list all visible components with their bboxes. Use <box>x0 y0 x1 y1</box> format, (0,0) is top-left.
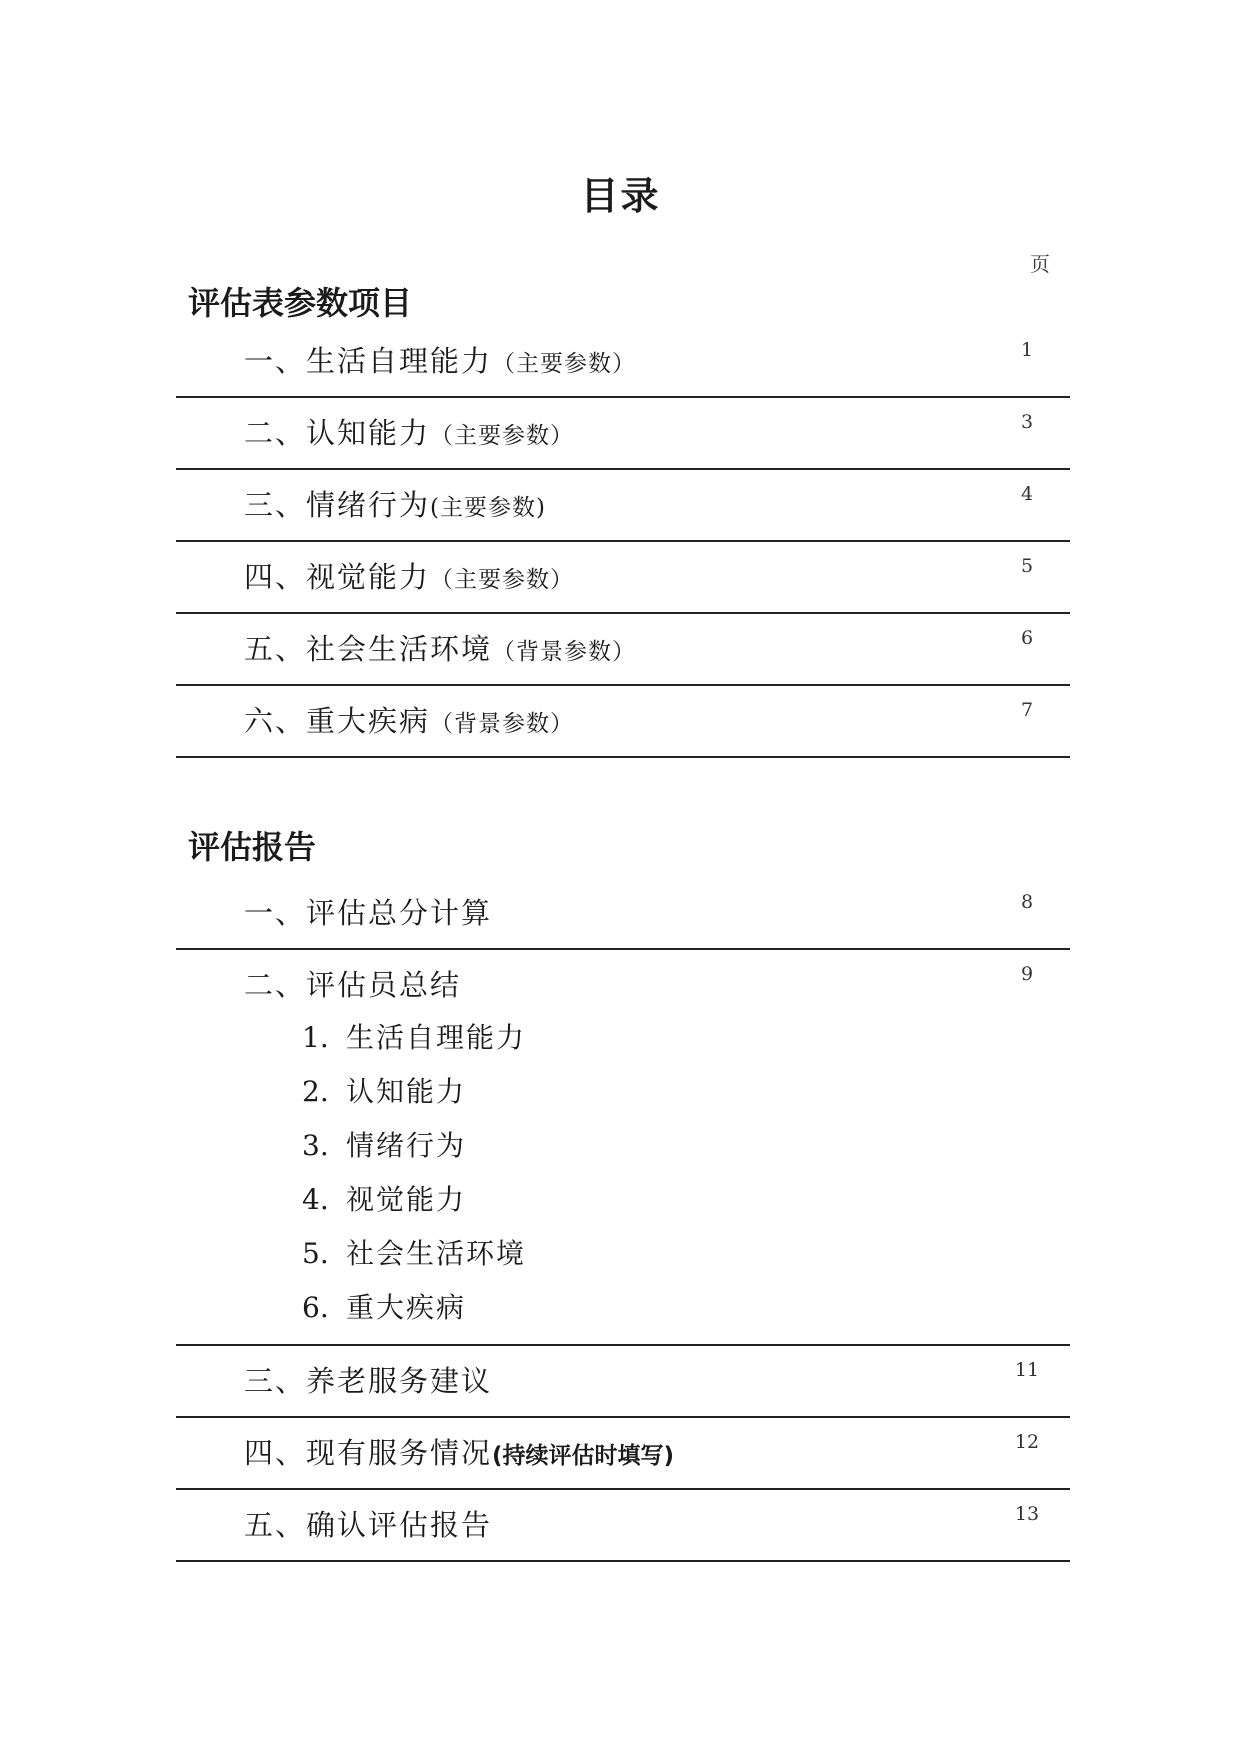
toc-subitem[interactable]: 3. 情绪行为 <box>302 1129 467 1162</box>
toc-row-note: （背景参数） <box>430 711 575 737</box>
toc-row[interactable] <box>176 1490 1070 1562</box>
page-title: 目录 <box>580 174 661 218</box>
toc-row-note: （主要参数） <box>430 423 575 449</box>
toc-subitem[interactable]: 1. 生活自理能力 <box>302 1021 527 1054</box>
toc-row[interactable] <box>176 542 1070 614</box>
toc-row-label: 二、评估员总结 <box>244 968 462 1002</box>
toc-row-label: 四、现有服务情况(持续评估时填写) <box>244 1436 675 1470</box>
toc-row-page: 4 <box>1020 483 1034 505</box>
toc-subitem[interactable]: 5. 社会生活环境 <box>302 1237 527 1270</box>
toc-subitem[interactable]: 4. 视觉能力 <box>302 1183 467 1216</box>
toc-row-note: (持续评估时填写) <box>492 1443 675 1469</box>
toc-row-page: 8 <box>1020 891 1034 913</box>
toc-row-label: 六、重大疾病（背景参数） <box>244 704 575 738</box>
toc-row-note: (主要参数) <box>430 495 546 521</box>
toc-row-label: 一、生活自理能力（主要参数） <box>244 344 637 378</box>
toc-row[interactable] <box>176 1346 1070 1418</box>
toc-row[interactable] <box>176 470 1070 542</box>
toc-row-page: 3 <box>1020 411 1034 433</box>
toc-row-note: （背景参数） <box>492 639 637 665</box>
section-heading-report: 评估报告 <box>188 828 317 866</box>
toc-row-label: 四、视觉能力（主要参数） <box>244 560 575 594</box>
toc-row[interactable] <box>176 950 1070 1346</box>
toc-row[interactable] <box>176 398 1070 470</box>
section-heading-parameters: 评估表参数项目 <box>188 284 413 322</box>
toc-row-page: 6 <box>1020 627 1034 649</box>
toc-row-page: 13 <box>1014 1503 1040 1525</box>
toc-row-page: 5 <box>1020 555 1034 577</box>
toc-row-note: （主要参数） <box>492 351 637 377</box>
toc-list-report <box>176 878 1070 1562</box>
toc-row-label: 二、认知能力（主要参数） <box>244 416 575 450</box>
toc-subitem[interactable]: 2. 认知能力 <box>302 1075 467 1108</box>
toc-row[interactable] <box>176 614 1070 686</box>
toc-row-label: 五、确认评估报告 <box>244 1508 493 1542</box>
toc-row-page: 11 <box>1014 1359 1040 1381</box>
toc-row[interactable] <box>176 686 1070 758</box>
toc-row-label: 三、情绪行为(主要参数) <box>244 488 546 522</box>
toc-row-label: 五、社会生活环境（背景参数） <box>244 632 637 666</box>
toc-row-page: 12 <box>1014 1431 1040 1453</box>
toc-sublist <box>302 1016 526 1340</box>
toc-row-page: 9 <box>1020 963 1034 985</box>
page-column-label: 页 <box>1030 252 1050 276</box>
toc-row-page: 7 <box>1020 699 1034 721</box>
toc-row-note: （主要参数） <box>430 567 575 593</box>
toc-row[interactable] <box>176 326 1070 398</box>
toc-row[interactable] <box>176 878 1070 950</box>
toc-row-label: 三、养老服务建议 <box>244 1364 493 1398</box>
toc-row[interactable] <box>176 1418 1070 1490</box>
toc-list-parameters <box>176 326 1070 758</box>
toc-row-page: 1 <box>1020 339 1034 361</box>
toc-row-label: 一、评估总分计算 <box>244 896 493 930</box>
toc-subitem[interactable]: 6. 重大疾病 <box>302 1291 467 1324</box>
